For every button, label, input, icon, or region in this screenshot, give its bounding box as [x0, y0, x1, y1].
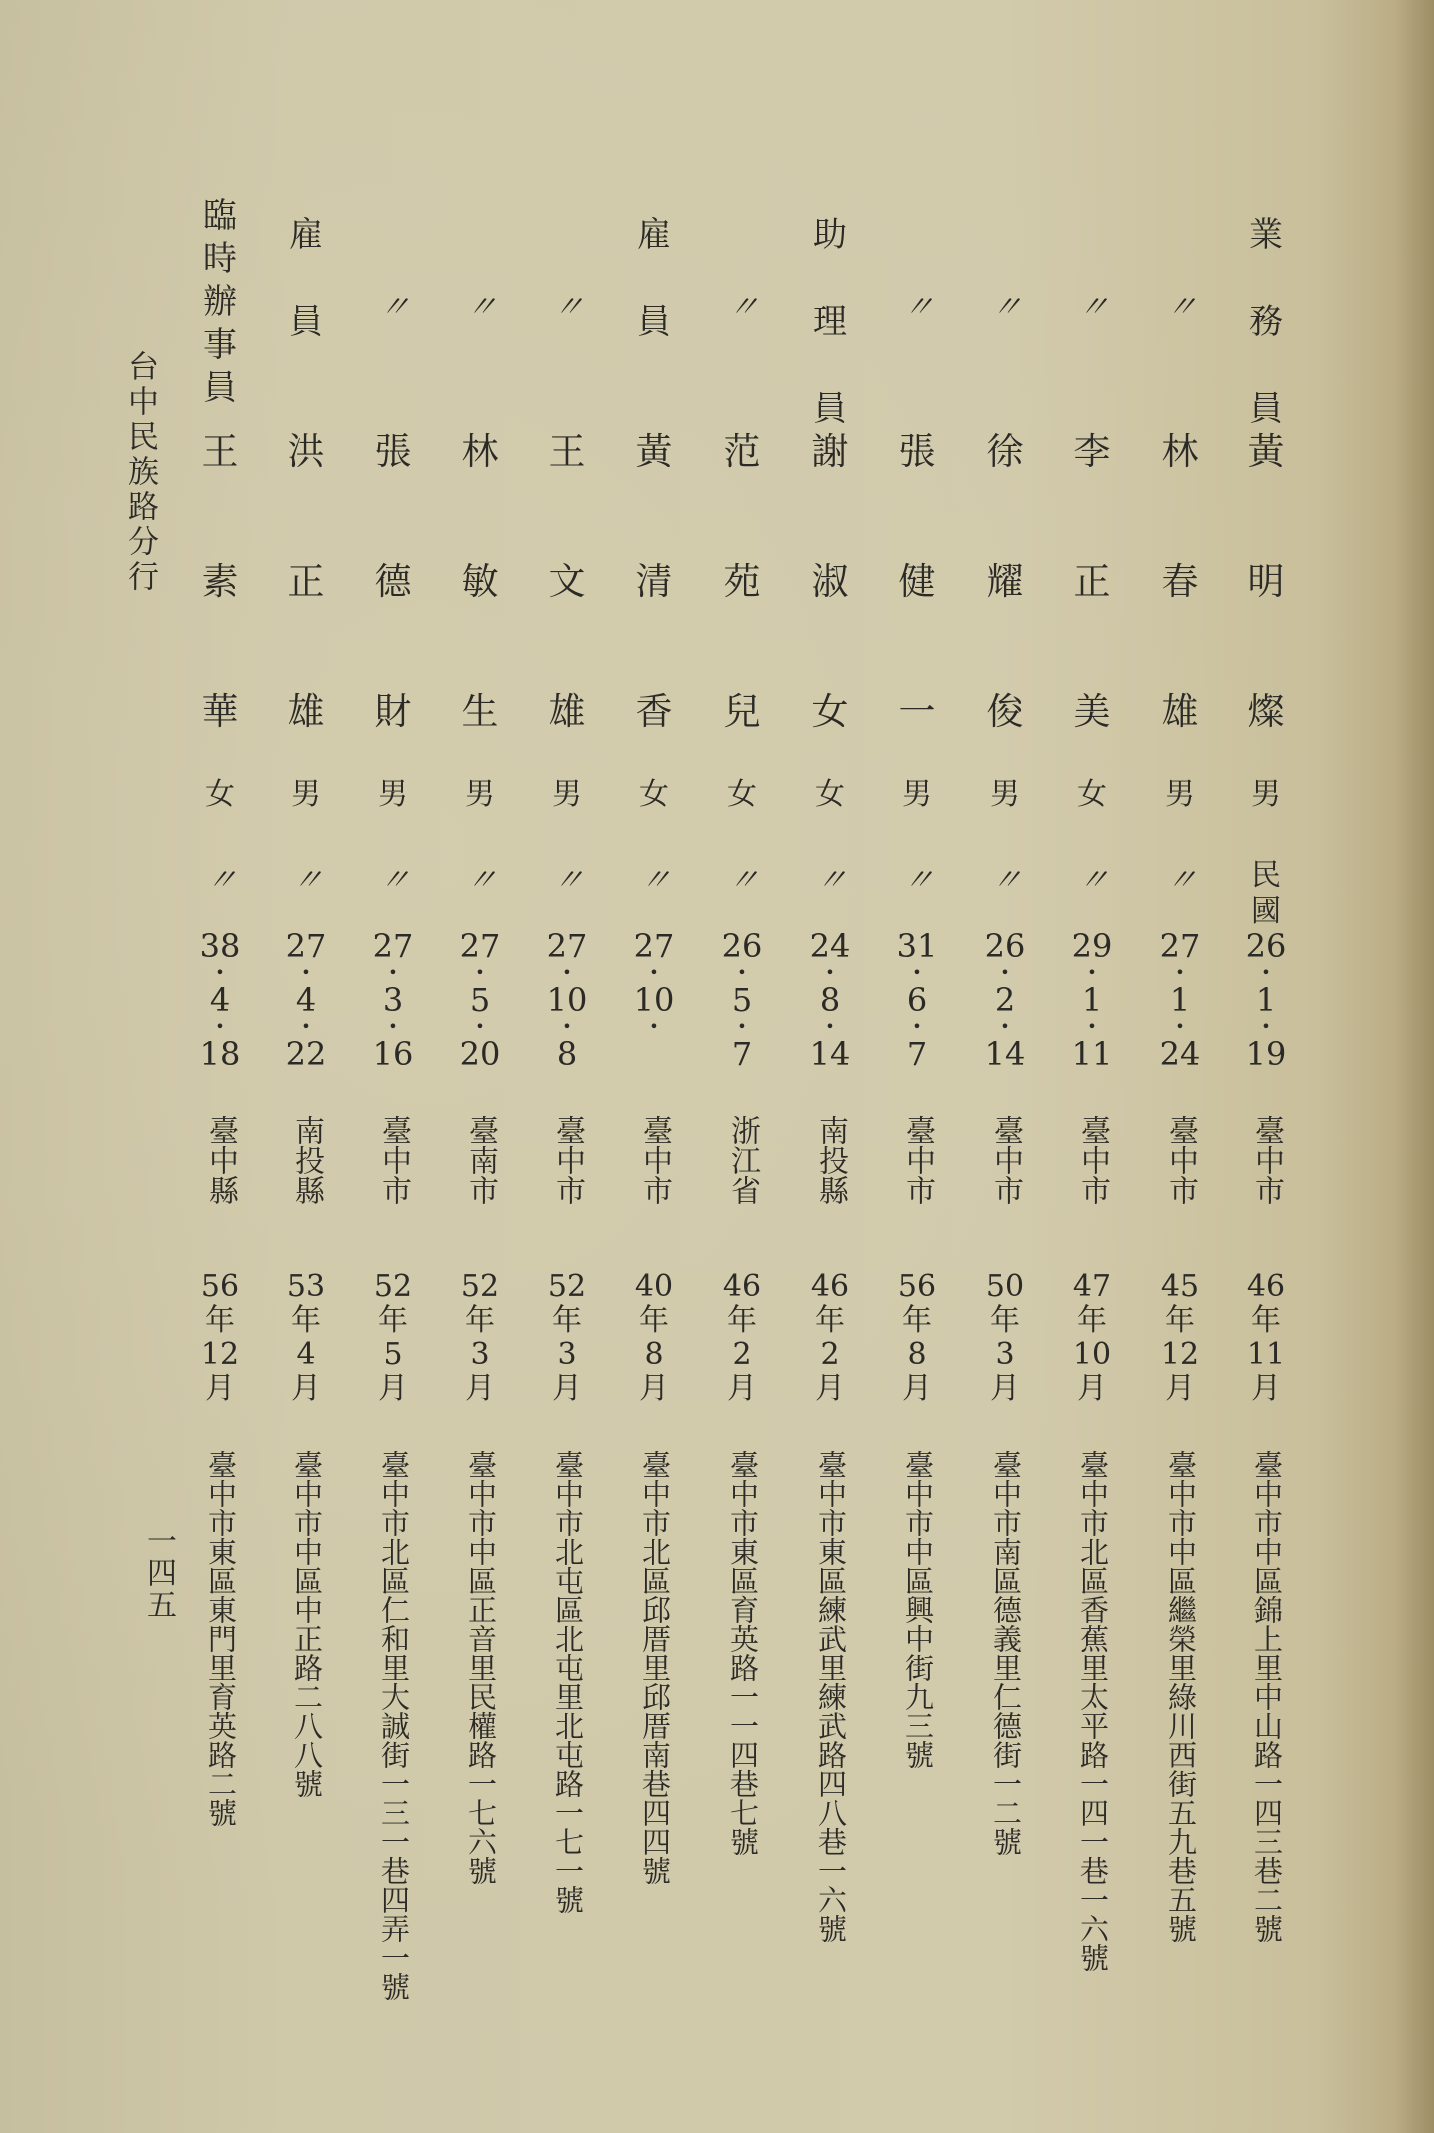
role-ditto-mark: 〃: [900, 290, 933, 325]
role-ditto-mark: 〃: [1163, 290, 1196, 325]
name-char: 兒: [723, 690, 761, 733]
name-char: 德: [374, 560, 412, 603]
record-column: [1236, 0, 1296, 2133]
name-char: 黃: [635, 430, 673, 473]
birth-ditto-mark: 〃: [900, 863, 933, 898]
name-char: 俊: [986, 690, 1024, 733]
gender: 女: [639, 777, 669, 812]
birth-ditto-mark: 〃: [988, 863, 1021, 898]
address: 臺中市中區繼榮里綠川西街五九巷五號: [1164, 1450, 1198, 1943]
birth-date: 26 • 5 • 7: [721, 927, 763, 1073]
record-column: [624, 0, 684, 2133]
join-date: 47 年 10 月: [1072, 1269, 1112, 1406]
gender: 男: [378, 777, 408, 812]
name-char: 健: [898, 560, 936, 603]
birth-date: 26 • 1 • 19: [1245, 927, 1287, 1073]
address: 臺中市中區中正路二八八號: [290, 1450, 324, 1798]
gender: 男: [1251, 777, 1281, 812]
join-date: 46 年 11 月: [1246, 1269, 1286, 1406]
name-char: 張: [898, 430, 936, 473]
gender: 女: [205, 777, 235, 812]
name-char: 謝: [811, 430, 849, 473]
role-ditto-mark: 〃: [550, 290, 583, 325]
name-char: 張: [374, 430, 412, 473]
role-ditto-mark: 〃: [463, 290, 496, 325]
gender: 男: [902, 777, 932, 812]
birth-ditto-mark: 〃: [550, 863, 583, 898]
branch-title: 台中民族路分行: [122, 350, 158, 595]
birthplace: 臺南市: [463, 1115, 498, 1205]
birthplace: 臺中市: [988, 1115, 1023, 1205]
gender: 男: [990, 777, 1020, 812]
birth-date: 29 • 1 • 11: [1071, 927, 1113, 1073]
name-char: 文: [548, 560, 586, 603]
era-prefix: 民 國: [1251, 858, 1281, 929]
birth-date: 27 • 10 • 8: [546, 927, 588, 1073]
address: 臺中市北區香蕉里太平路一四一巷一六號: [1076, 1450, 1110, 1972]
page-number: 一四五: [141, 1525, 176, 1621]
address: 臺中市東區練武里練武路四八巷一六號: [814, 1450, 848, 1943]
birth-date: 24 • 8 • 14: [809, 927, 851, 1073]
birth-ditto-mark: 〃: [1163, 863, 1196, 898]
join-date: 46 年 2 月: [722, 1269, 762, 1406]
name-char: 范: [723, 430, 761, 473]
name-char: 淑: [811, 560, 849, 603]
birth-ditto-mark: 〃: [813, 863, 846, 898]
join-date: 56 年 12 月: [200, 1269, 240, 1406]
address: 臺中市中區興中街九三號: [901, 1450, 935, 1769]
name-char: 明: [1247, 560, 1285, 603]
role-label: 臨 時 辦 事 員: [203, 196, 237, 408]
name-char: 林: [1161, 430, 1199, 473]
birth-date: 27 • 4 • 22: [285, 927, 327, 1073]
join-date: 45 年 12 月: [1160, 1269, 1200, 1406]
gender: 女: [727, 777, 757, 812]
birth-ditto-mark: 〃: [725, 863, 758, 898]
name-char: 敏: [461, 560, 499, 603]
record-column: [190, 0, 250, 2133]
join-date: 53 年 4 月: [286, 1269, 326, 1406]
record-column: [712, 0, 772, 2133]
name-char: 生: [461, 690, 499, 733]
role-ditto-mark: 〃: [376, 290, 409, 325]
birth-date: 27 • 1 • 24: [1159, 927, 1201, 1073]
role-ditto-mark: 〃: [725, 290, 758, 325]
record-column: [800, 0, 860, 2133]
gender: 男: [552, 777, 582, 812]
birth-date: 26 • 2 • 14: [984, 927, 1026, 1073]
name-char: 雄: [287, 690, 325, 733]
birthplace: 臺中市: [1075, 1115, 1110, 1205]
name-char: 雄: [548, 690, 586, 733]
gender: 男: [465, 777, 495, 812]
page-edge-shadow: [1394, 0, 1434, 2133]
birth-date: 27 • 10 •: [633, 927, 675, 1036]
address: 臺中市東區育英路一一四巷七號: [726, 1450, 760, 1856]
birthplace: 南投縣: [813, 1115, 848, 1205]
name-char: 苑: [723, 560, 761, 603]
address: 臺中市南區德義里仁德街一二號: [989, 1450, 1023, 1856]
birth-date: 27 • 5 • 20: [459, 927, 501, 1073]
join-date: 52 年 5 月: [373, 1269, 413, 1406]
address: 臺中市北區邱厝里邱厝南巷四四號: [638, 1450, 672, 1885]
address: 臺中市北屯區北屯里北屯路一七一號: [551, 1450, 585, 1914]
join-date: 52 年 3 月: [547, 1269, 587, 1406]
gender: 男: [291, 777, 321, 812]
address: 臺中市北區仁和里大誠街一三一巷四弄一號: [377, 1450, 411, 2001]
birthplace: 臺中市: [1163, 1115, 1198, 1205]
record-column: [537, 0, 597, 2133]
birthplace: 臺中市: [376, 1115, 411, 1205]
join-date: 50 年 3 月: [985, 1269, 1025, 1406]
record-column: [1062, 0, 1122, 2133]
role-label: 業 務 員: [1249, 215, 1283, 429]
address: 臺中市中區錦上里中山路一四三巷二號: [1250, 1450, 1284, 1943]
name-char: 李: [1073, 430, 1111, 473]
name-char: 一: [898, 690, 936, 733]
gender: 女: [815, 777, 845, 812]
name-char: 王: [548, 430, 586, 473]
birth-ditto-mark: 〃: [463, 863, 496, 898]
role-ditto-mark: 〃: [988, 290, 1021, 325]
birthplace: 浙江省: [725, 1115, 760, 1205]
role-label: 雇 員: [637, 215, 671, 342]
join-date: 46 年 2 月: [810, 1269, 850, 1406]
gender: 女: [1077, 777, 1107, 812]
address: 臺中市中區正音里民權路一七六號: [464, 1450, 498, 1885]
birth-ditto-mark: 〃: [637, 863, 670, 898]
name-char: 燦: [1247, 690, 1285, 733]
name-char: 王: [201, 430, 239, 473]
join-date: 56 年 8 月: [897, 1269, 937, 1406]
name-char: 財: [374, 690, 412, 733]
name-char: 素: [201, 560, 239, 603]
join-date: 52 年 3 月: [460, 1269, 500, 1406]
name-char: 香: [635, 690, 673, 733]
birth-ditto-mark: 〃: [1075, 863, 1108, 898]
name-char: 雄: [1161, 690, 1199, 733]
name-char: 女: [811, 690, 849, 733]
gender: 男: [1165, 777, 1195, 812]
join-date: 40 年 8 月: [634, 1269, 674, 1406]
birth-ditto-mark: 〃: [203, 863, 236, 898]
name-char: 洪: [287, 430, 325, 473]
record-column: [975, 0, 1035, 2133]
record-column: [276, 0, 336, 2133]
birth-date: 38 • 4 • 18: [199, 927, 241, 1073]
record-column: [363, 0, 423, 2133]
name-char: 美: [1073, 690, 1111, 733]
name-char: 正: [1073, 560, 1111, 603]
record-column: [450, 0, 510, 2133]
name-char: 耀: [986, 560, 1024, 603]
birthplace: 臺中市: [900, 1115, 935, 1205]
birthplace: 臺中縣: [203, 1115, 238, 1205]
record-column: [887, 0, 947, 2133]
record-column: [1150, 0, 1210, 2133]
name-char: 清: [635, 560, 673, 603]
name-char: 徐: [986, 430, 1024, 473]
name-char: 正: [287, 560, 325, 603]
address: 臺中市東區東門里育英路二號: [204, 1450, 238, 1827]
birthplace: 臺中市: [550, 1115, 585, 1205]
birthplace: 臺中市: [1249, 1115, 1284, 1205]
birth-ditto-mark: 〃: [289, 863, 322, 898]
name-char: 黃: [1247, 430, 1285, 473]
birthplace: 臺中市: [637, 1115, 672, 1205]
name-char: 林: [461, 430, 499, 473]
name-char: 春: [1161, 560, 1199, 603]
role-label: 助 理 員: [813, 215, 847, 429]
birth-date: 27 • 3 • 16: [372, 927, 414, 1073]
birth-date: 31 • 6 • 7: [896, 927, 938, 1073]
birthplace: 南投縣: [289, 1115, 324, 1205]
name-char: 華: [201, 690, 239, 733]
role-label: 雇 員: [289, 215, 323, 342]
role-ditto-mark: 〃: [1075, 290, 1108, 325]
birth-ditto-mark: 〃: [376, 863, 409, 898]
